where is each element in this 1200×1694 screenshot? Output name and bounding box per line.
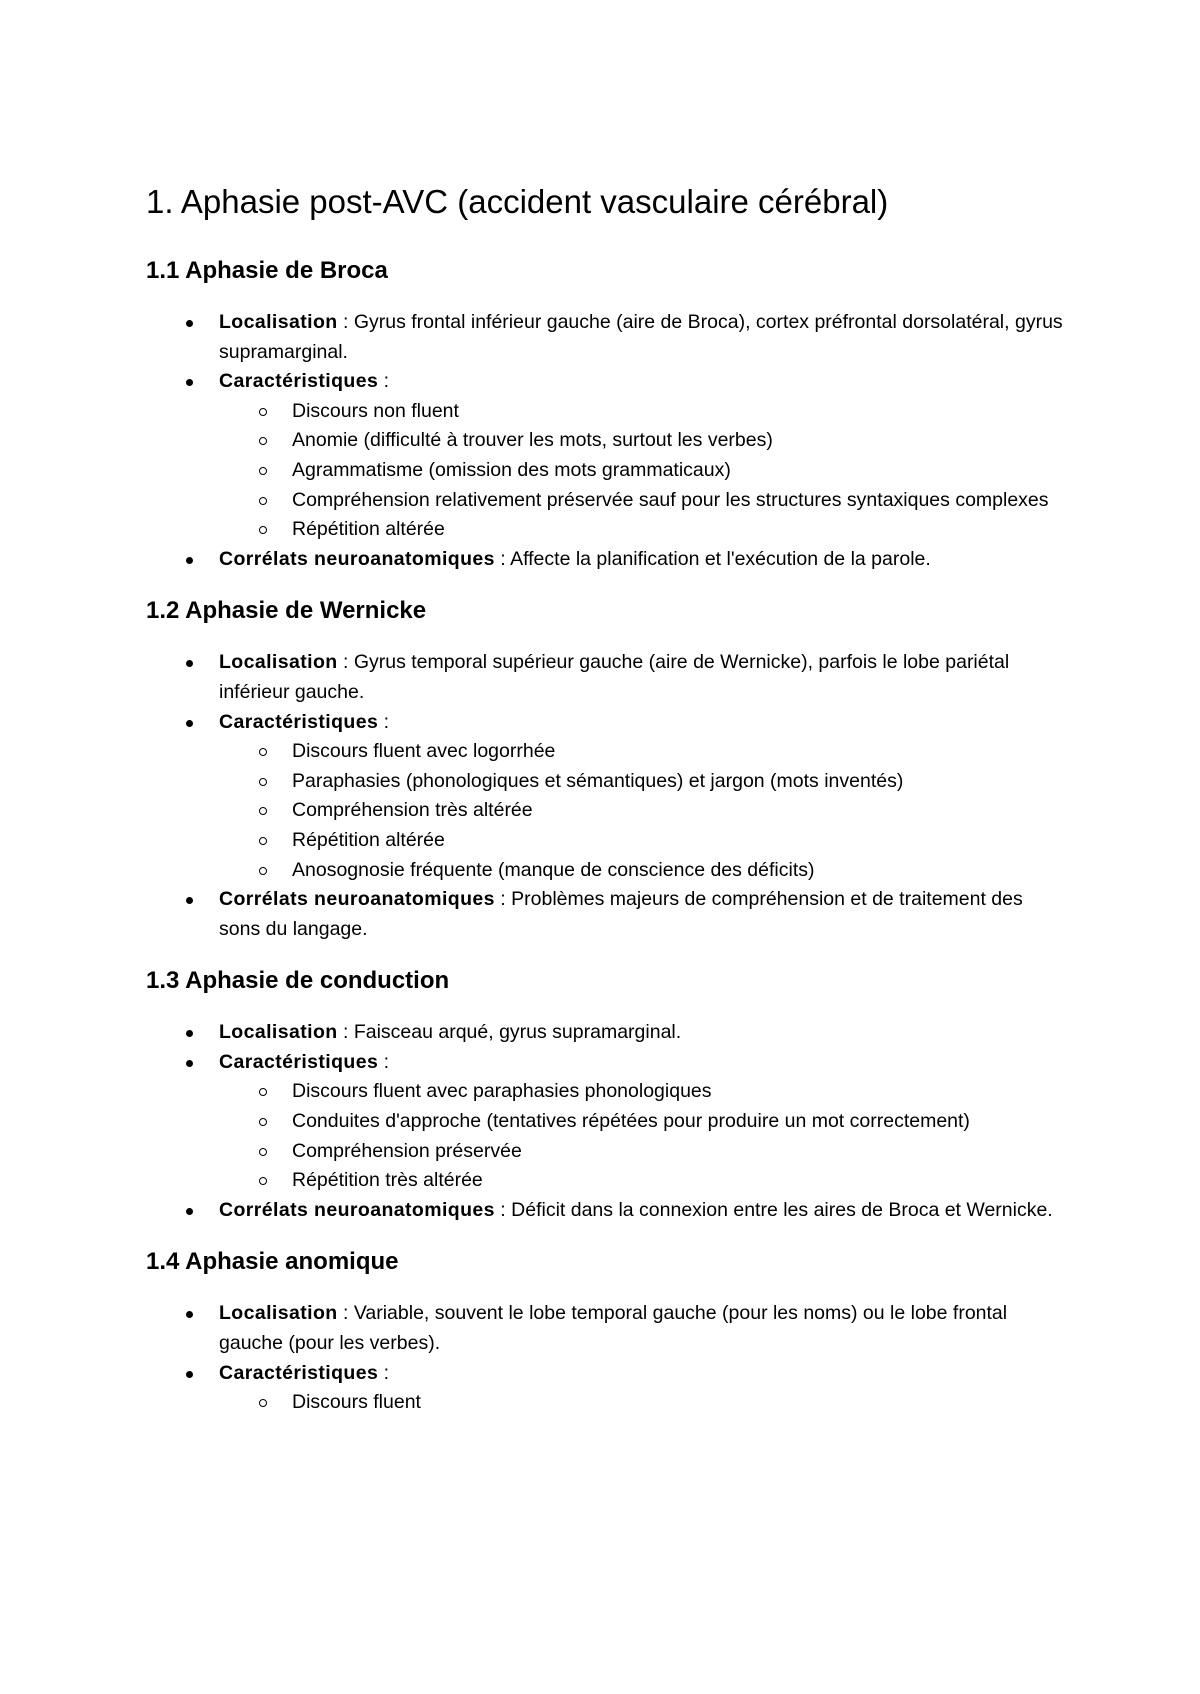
list-item-correlats: Corrélats neuroanatomiques : Affecte la planification et l'exécution de la parole. — [146, 545, 1066, 575]
list-item-correlats: Corrélats neuroanatomiques : Problèmes majeurs de compréhension et de traitement des sons du langage. — [146, 885, 1066, 944]
sub-list-item: Anomie (difficulté à trouver les mots, surtout les verbes) — [219, 426, 1066, 456]
sub-list-item: Répétition très altérée — [219, 1166, 1066, 1196]
section-list — [146, 1299, 1066, 1417]
sub-list-item: Discours fluent avec logorrhée — [219, 737, 1066, 767]
section-list — [146, 308, 1066, 574]
list-item-caracteristiques: Caractéristiques : Discours fluent avec logorrhée Paraphasies (phonologiques et sémantiques) et jargon (mots inventés) Compréhension très altérée Répétition altérée Anosognosie fréquente (manque de conscience des déficits) — [146, 708, 1066, 886]
section-heading: 1.4 Aphasie anomique — [146, 1248, 399, 1276]
list-item-localisation: Localisation : Variable, souvent le lobe temporal gauche (pour les noms) ou le lobe frontal gauche (pour les verbes). — [146, 1299, 1066, 1358]
list-item-caracteristiques: Caractéristiques : Discours fluent avec paraphasies phonologiques Conduites d'approche (tentatives répétées pour produire un mot correctement) Compréhension préservée Répétition très altérée — [146, 1048, 1066, 1196]
list-item-localisation: Localisation : Gyrus frontal inférieur gauche (aire de Broca), cortex préfrontal dorsolatéral, gyrus supramarginal. — [146, 308, 1066, 367]
sub-list — [219, 1077, 1066, 1195]
sub-list — [219, 1388, 1066, 1418]
sub-list-item: Anosognosie fréquente (manque de conscience des déficits) — [219, 856, 1066, 886]
sub-list-item: Répétition altérée — [219, 826, 1066, 856]
sub-list-item: Agrammatisme (omission des mots grammaticaux) — [219, 456, 1066, 486]
list-item-caracteristiques: Caractéristiques : Discours non fluent Anomie (difficulté à trouver les mots, surtout les verbes) Agrammatisme (omission des mots grammaticaux) Compréhension relativement préservée sauf pour les structures syntaxiques complexes Répétition altérée — [146, 367, 1066, 545]
section-heading: 1.1 Aphasie de Broca — [146, 257, 388, 284]
document-body — [146, 178, 1066, 1438]
sub-list-item: Discours fluent avec paraphasies phonologiques — [219, 1077, 1066, 1107]
list-item-caracteristiques: Caractéristiques : Discours fluent — [146, 1359, 1066, 1418]
section-heading: 1.2 Aphasie de Wernicke — [146, 597, 427, 625]
sub-list-item: Paraphasies (phonologiques et sémantiques) et jargon (mots inventés) — [219, 767, 1066, 797]
section-heading: 1.3 Aphasie de conduction — [146, 967, 450, 995]
sub-list-item: Discours non fluent — [219, 397, 1066, 427]
list-item-localisation: Localisation : Faisceau arqué, gyrus supramarginal. — [146, 1018, 1066, 1048]
sub-list-item: Compréhension relativement préservée sauf pour les structures syntaxiques complexes — [219, 486, 1066, 516]
page-title: 1. Aphasie post-AVC (accident vasculaire cérébral) — [146, 183, 889, 220]
sub-list-item: Conduites d'approche (tentatives répétées pour produire un mot correctement) — [219, 1107, 1066, 1137]
sub-list-item: Répétition altérée — [219, 515, 1066, 545]
sub-list — [219, 397, 1066, 545]
list-item-localisation: Localisation : Gyrus temporal supérieur gauche (aire de Wernicke), parfois le lobe pariétal inférieur gauche. — [146, 648, 1066, 707]
sub-list-item: Discours fluent — [219, 1388, 1066, 1418]
sub-list — [219, 737, 1066, 885]
section-list — [146, 648, 1066, 944]
section-list — [146, 1018, 1066, 1225]
list-item-correlats: Corrélats neuroanatomiques : Déficit dans la connexion entre les aires de Broca et Wernicke. — [146, 1196, 1066, 1226]
sub-list-item: Compréhension préservée — [219, 1137, 1066, 1167]
sub-list-item: Compréhension très altérée — [219, 796, 1066, 826]
